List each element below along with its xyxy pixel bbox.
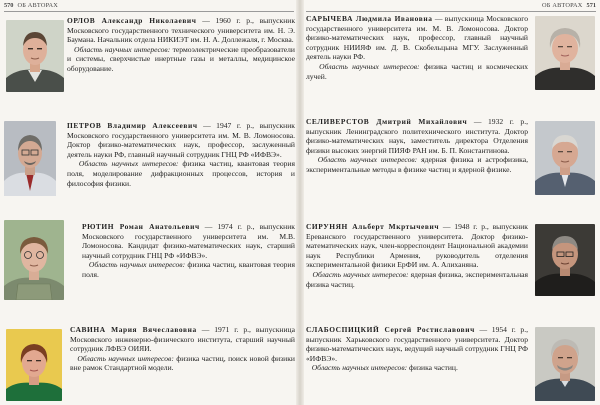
author-name: ПЕТРОВ Владимир Алексеевич [67, 121, 198, 130]
portrait-seliverstov [535, 121, 595, 195]
interests-label: Область научных интересов: [319, 61, 420, 71]
left-header-rule [4, 11, 294, 12]
interests-label: Область научных интересов: [78, 159, 179, 169]
right-page-header [542, 0, 596, 11]
author-name: САРЫЧЕВА Людмила Ивановна [306, 14, 433, 23]
author-interests: физика частиц и космических лучей. [306, 61, 528, 81]
portrait-slabospitsky [535, 327, 595, 401]
author-entry-seliverstov [306, 117, 528, 175]
interests-label: Область научных интересов: [77, 353, 174, 363]
author-bio: — 1947 г. р., выпускник Московского государственного университета им. М. В. Ломоносова. Доктор физико-математических наук, профессор, заслуженный деятель науки РФ, главный научный сотрудник ГНЦ РФ «ИФВЭ». [67, 121, 295, 159]
author-entry-petrov [67, 121, 295, 188]
author-bio: — 1948 г. р., выпускник Ереванского государственного университета. Доктор физико-математических наук, член-корреспондент Национальной академии наук Республики Армения, руководитель отделения экспериментальной физики ЕрФИ им. А. Алиханяна. [306, 222, 528, 270]
author-name: ОРЛОВ Александр Николаевич [67, 16, 197, 25]
author-name: РЮТИН Роман Анатольевич [82, 222, 200, 231]
right-section-title: ОБ АВТОРАХ [542, 2, 583, 9]
left-page-number: 570 [4, 2, 14, 9]
portrait-ryutin [4, 220, 64, 300]
interests-label: Область научных интересов: [317, 155, 418, 165]
author-name: СИРУНЯН Альберт Мкртычевич [306, 222, 440, 231]
portrait-sarycheva [535, 16, 595, 90]
author-entry-ryutin [82, 222, 295, 280]
right-page-number: 571 [586, 2, 596, 9]
author-entry-sarycheva [306, 14, 528, 81]
author-bio: — выпускница Московского государственного университета им. М. В. Ломоносова. Доктор физико-математических наук, профессор, главный научный сотрудник НИИЯФ им. Д. В. Скобельцына МГУ. Заслуженный деятель науки РФ. [306, 14, 529, 62]
interests-label: Область научных интересов: [312, 269, 409, 279]
author-interests: термоэлектрические преобразователи и системы, сверхчистые инертные газы и металлы, медицинское оборудование. [67, 44, 295, 73]
author-name: САВИНА Мария Вячеславовна [70, 325, 197, 334]
author-entry-sirunyan [306, 222, 528, 289]
left-page-header [4, 0, 58, 11]
author-interests: физика частиц, квантовая теория поля, моделирование дифракционных процессов, история и философия физики. [67, 159, 295, 188]
author-interests: ядерная физика, экспериментальная физика частиц. [306, 269, 529, 289]
author-interests: физика частиц, поиск новой физики вне рамок Стандартной модели. [70, 353, 295, 373]
author-name: СЛАБОСПИЦКИЙ Сергей Ростиславович [306, 325, 475, 334]
interests-label: Область научных интересов: [88, 260, 186, 270]
author-interests: ядерная физика и астрофизика, экспериментальные методы в физике частиц и ядерной физике. [306, 155, 528, 174]
author-bio: — 1954 г. р., выпускник Харьковского государственного университета. Доктор физико-математических наук, ведущий научный сотрудник ГНЦ РФ «ИФВЭ». [306, 325, 528, 363]
book-gutter [296, 0, 304, 405]
interests-label: Область научных интересов: [311, 363, 408, 373]
portrait-savina [6, 329, 62, 401]
portrait-petrov [4, 121, 56, 196]
portrait-sirunyan [535, 224, 595, 296]
author-bio: — 1974 г. р., выпускник Московского государственного университета им. М.В. Ломоносова. Кандидат физико-математических наук, старший научный сотрудник ГНЦ РФ «ИФВЭ». [82, 222, 295, 260]
left-section-title: ОБ АВТОРАХ [17, 2, 58, 9]
author-entry-slabospitsky [306, 325, 528, 373]
author-entry-savina [70, 325, 295, 373]
portrait-orlov [6, 20, 64, 92]
author-bio: — 1932 г. р., выпускник Ленинградского политехнического института. Доктор физико-математических наук, заместитель директора Отделения физики высоких энергий ПИЯФ РАН им. Б. П. Константинова. [306, 117, 528, 155]
author-bio: — 1971 г. р., выпускница Московского инженерно-физического института, старший научный сотрудник ЛФВЭ ОИЯИ. [70, 325, 295, 354]
interests-label: Область научных интересов: [73, 44, 171, 54]
author-name: СЕЛИВЕРСТОВ Дмитрий Михайлович [306, 117, 468, 126]
author-bio: — 1960 г. р., выпускник Московского государственного технического университета им. Н. Э. Баумана. Начальник отдела НИКИЭТ им. Н. А. Доллежаля, г. Москва. [67, 16, 296, 45]
author-entry-orlov [67, 16, 295, 74]
author-interests: физика частиц. [407, 363, 458, 373]
right-header-rule [306, 11, 596, 12]
author-interests: физика частиц, квантовая теория поля. [82, 260, 295, 279]
